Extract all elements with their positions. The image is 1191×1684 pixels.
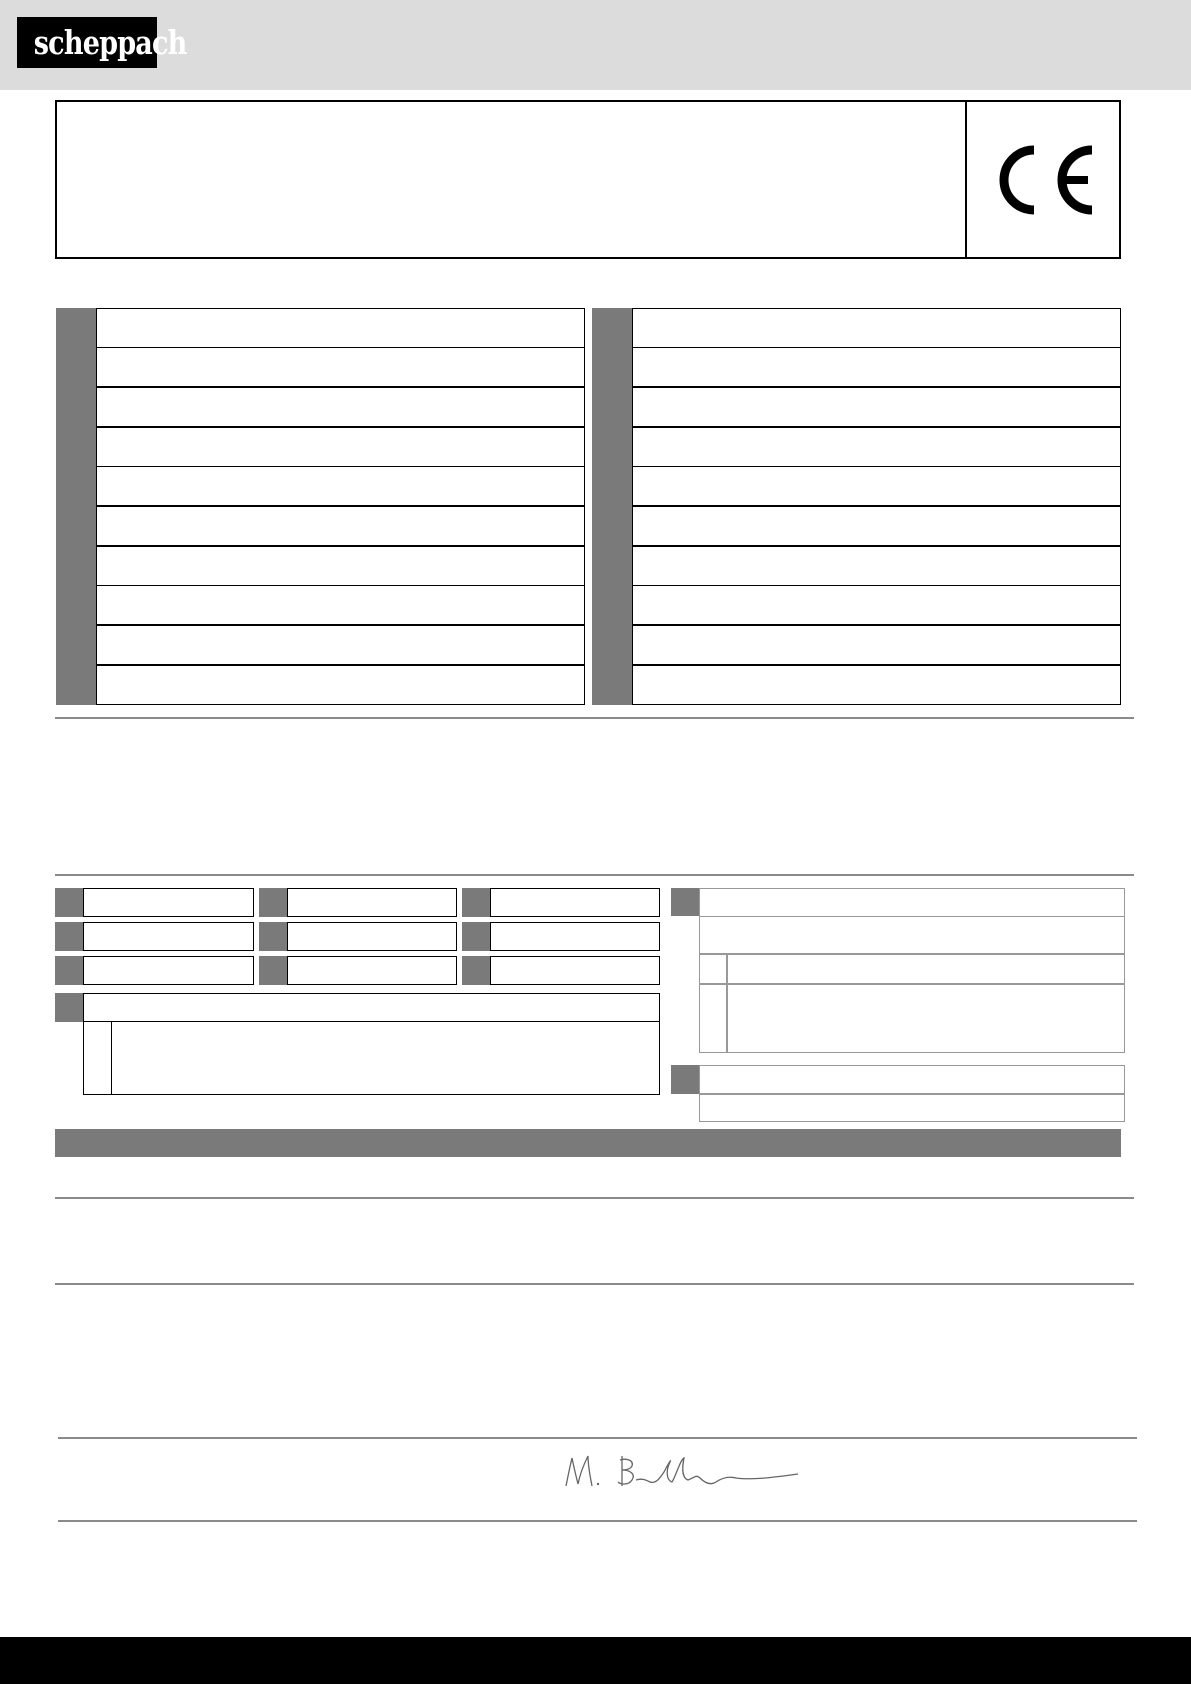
right-block-2-row [699,1094,1125,1122]
left-grid-row-8 [96,585,585,625]
right-block-header [699,888,1125,917]
small-grid-number [259,888,287,917]
small-grid-cell [490,922,660,951]
left-block-header [83,993,660,1022]
section-rule-3 [55,1197,1134,1199]
left-grid-row-9 [96,625,585,665]
title-divider [965,100,967,259]
left-grid-row-6 [96,506,585,546]
right-grid-row-6 [632,506,1121,546]
right-grid-row-3 [632,387,1121,427]
left-block-divider [111,1021,112,1095]
ce-mark-icon [988,140,1098,220]
signature [560,1448,805,1500]
right-grid-row-10 [632,665,1121,705]
left-grid-row-10 [96,665,585,705]
small-grid-cell [83,956,254,985]
small-grid-number [55,888,83,917]
right-grid-row-7 [632,546,1121,586]
section-rule-2 [55,874,1134,876]
small-grid-cell [287,922,457,951]
right-block-sub-number [699,954,727,984]
left-grid-row-2 [96,347,585,387]
small-grid-number [259,956,287,985]
small-grid-cell [83,888,254,917]
footer-band [0,1637,1191,1684]
small-grid-number [462,888,490,917]
right-grid-row-5 [632,466,1121,506]
small-grid-cell [490,956,660,985]
right-block-sub-number [699,984,727,1053]
small-grid-cell [490,888,660,917]
gray-band [55,1129,1121,1157]
right-block-number [671,888,699,916]
right-grid-row-2 [632,347,1121,387]
right-block-row [699,916,1125,954]
right-grid-row-9 [632,625,1121,665]
left-grid-row-3 [96,387,585,427]
left-grid-row-5 [96,466,585,506]
section-rule-6 [58,1520,1137,1522]
section-rule-4 [55,1283,1134,1285]
small-grid-number [462,922,490,951]
small-grid-cell [83,922,254,951]
right-block-sub-row [727,954,1125,984]
small-grid-number [55,922,83,951]
brand-logo [17,17,187,68]
left-grid-row-7 [96,546,585,586]
small-grid-number [259,922,287,951]
left-grid-number-column [56,308,96,705]
title-box [55,100,1121,259]
small-grid-number [55,956,83,985]
right-block-sub-body [727,984,1125,1053]
right-block-2-header [699,1065,1125,1094]
small-grid-number [462,956,490,985]
left-block-body [83,1021,660,1095]
right-grid-row-4 [632,427,1121,467]
right-grid-row-8 [632,585,1121,625]
section-rule-5 [58,1437,1137,1439]
left-block-number [55,993,83,1022]
left-grid-row-4 [96,427,585,467]
right-grid-row-1 [632,308,1121,348]
right-block-2-number [671,1065,699,1094]
left-grid-row-1 [96,308,585,348]
small-grid-cell [287,888,457,917]
right-grid-number-column [592,308,632,705]
small-grid-cell [287,956,457,985]
section-rule-1 [55,717,1134,719]
brand-logo-text: scheppach [33,23,187,62]
